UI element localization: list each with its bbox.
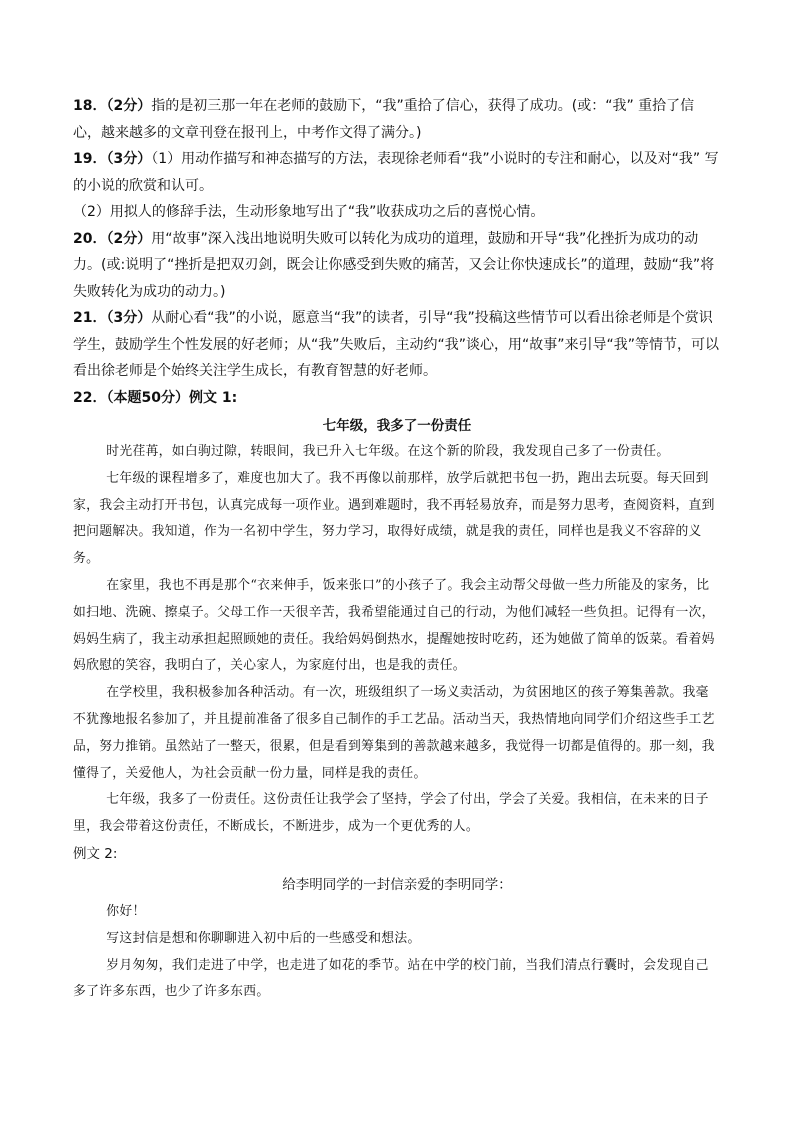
essay-2-paragraph: 岁月匆匆，我们走进了中学，也走进了如花的季节。站在中学的校门前，当我们清点行囊时，会发现自己多了许多东西，也少了许多东西。 — [73, 957, 709, 1000]
essay-2-title: 给李明同学的一封信亲爱的李明同学： — [282, 876, 512, 893]
answer-19: 19．（3分）（1）用动作描写和神态描写的方法，表现徐老师看“我”小说时的专注和耐心，以及对“我” 写的小说的欣赏和认可。 — [73, 151, 719, 194]
essay-1-paragraph: 时光荏苒，如白驹过隙，转眼间，我已升入七年级。在这个新的阶段，我发现自己多了一份责任。 — [106, 444, 670, 459]
essay-1-title: 七年级，我多了一份责任 — [322, 418, 472, 434]
answer-22 — [73, 385, 721, 412]
essay-1-paragraph: 七年级，我多了一份责任。这份责任让我学会了坚持，学会了付出，学会了关爱。我相信，在未来的日子里，我会带着这份责任，不断成长，不断进步，成为一个更优秀的人。 — [73, 792, 709, 835]
answer-20: 20．（2分）用“故事”深入浅出地说明失败可以转化为成功的道理，鼓励和开导“我”化挫折为成功的动力。(或:说明了“挫折是把双刃剑，既会让你感受到失败的痛苦，又会让你快速成长”的道理，鼓励“我”将失败转化为成功的动力。) — [73, 230, 715, 300]
essay-1-paragraph: 在家里，我也不再是那个“衣来伸手，饭来张口”的小孩子了。我会主动帮父母做一些力所能及的家务，比如扫地、洗碗、擦桌子。父母工作一天很辛苦，我希望能通过自己的行动，为他们减轻一些负担。记得有一次，妈妈生病了，我主动承担起照顾她的责任。我给妈妈倒热水，提醒她按时吃药，还为她做了简单的饭菜。看着妈妈欣慰的笑容，我明白了，关心家人，为家庭付出，也是我的责任。 — [73, 577, 715, 674]
answer-number: 20．（2分） — [73, 230, 152, 247]
answer-number: 19．（3分） — [73, 151, 152, 167]
document-page — [73, 93, 721, 1006]
essay-1-paragraph: 在学校里，我积极参加各种活动。有一次，班级组织了一场义卖活动，为贫困地区的孩子筹集善款。我毫不犹豫地报名参加了，并且提前准备了很多自己制作的手工艺品。活动当天，我热情地向同学们介绍这些手工艺品，努力推销。虽然站了一整天，很累，但是看到筹集到的善款越来越多，我觉得一切都是值得的。那一刻，我懂得了，关爱他人，为社会贡献一份力量，同样是我的责任。 — [73, 685, 715, 781]
answer-number: 22．（本题50分）例文 1: — [73, 389, 238, 406]
answer-21: 21．（3分）从耐心看“我”的小说，愿意当“我”的读者，引导“我”投稿这些情节可以看出徐老师是个赏识学生，鼓励学生个性发展的好老师；从“我”失败后，主动约“我”谈心，用“故事”来引导“我”等情节，可以看出徐老师是个始终关注学生成长，有教育智慧的好老师。 — [73, 310, 720, 379]
answer-19-part-2: （2）用拟人的修辞手法，生动形象地写出了“我”收获成功之后的喜悦心情。 — [73, 204, 545, 220]
answer-18: 18．（2分）指的是初三那一年在老师的鼓励下，“我”重拾了信心，获得了成功。(或：“我” 重拾了信心，越来越多的文章刊登在报刊上，中考作文得了满分。) — [73, 98, 695, 141]
essay-2-paragraph: 你好！ — [106, 903, 146, 919]
essay-1-paragraph: 七年级的课程增多了，难度也加大了。我不再像以前那样，放学后就把书包一扔，跑出去玩耍。每天回到家，我会主动打开书包，认真完成每一项作业。遇到难题时，我不再轻易放弃，而是努力思考，查阅资料，直到把问题解决。我知道，作为一名初中学生，努力学习，取得好成绩，就是我的责任，同样也是我义不容辞的义务。 — [73, 470, 715, 567]
answer-number: 21．（3分） — [73, 310, 152, 326]
answer-number: 18．（2分） — [73, 98, 152, 114]
essay-2-label: 例文 2: — [73, 845, 118, 862]
essay-2-paragraph: 写这封信是想和你聊聊进入初中后的一些感受和想法。 — [106, 930, 421, 946]
